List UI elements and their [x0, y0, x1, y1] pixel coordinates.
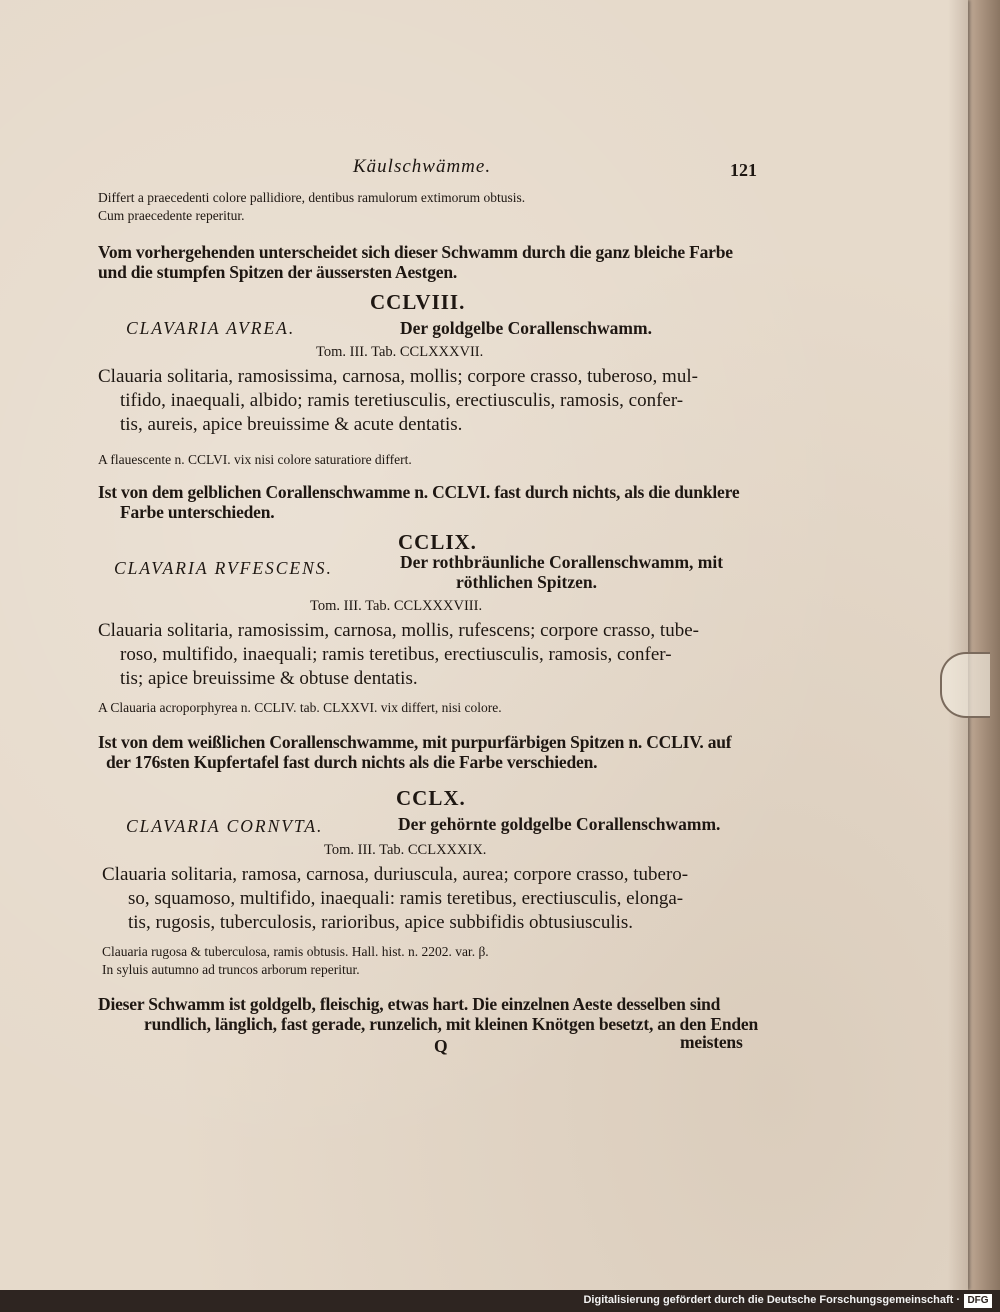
intro-latin-1: Differt a praecedenti colore pallidiore, dentibus ramulorum extimorum obtusis.: [98, 190, 526, 205]
species-name-259: CLAVARIA RVFESCENS.: [114, 558, 333, 578]
diagnosis-259-line-3: tis; apice breuissime & obtuse dentatis.: [120, 668, 418, 689]
german-258-line-1: Ist von dem gelblichen Corallenschwamme n. CCLVI. fast durch nichts, als die dunklere: [98, 482, 740, 502]
intro-german-2: und die stumpfen Spitzen der äussersten Aestgen.: [98, 262, 458, 282]
german-258-line-2: Farbe unterschieden.: [120, 502, 275, 522]
page-clip: [940, 652, 990, 718]
page-number: 121: [730, 160, 757, 180]
page-edge-shadow: [948, 0, 968, 1290]
plate-reference-258: Tom. III. Tab. CCLXXXVII.: [316, 344, 484, 360]
running-head: Käulschwämme.: [353, 156, 492, 177]
diagnosis-258-line-3: tis, aureis, apice breuissime & acute dentatis.: [120, 414, 463, 435]
entry-number-260: CCLX.: [396, 786, 466, 810]
note-260-line-2: In syluis autumno ad truncos arborum reperitur.: [102, 962, 360, 977]
diagnosis-260-line-2: so, squamoso, multifido, inaequali: ramis teretibus, erectiusculis, elonga-: [128, 888, 684, 909]
intro-german-1: Vom vorhergehenden unterscheidet sich dieser Schwamm durch die ganz bleiche Farbe: [98, 242, 733, 262]
dfg-logo: DFG: [964, 1294, 992, 1308]
german-259-line-2: der 176sten Kupfertafel fast durch nichts als die Farbe verschieden.: [106, 752, 598, 772]
diagnosis-258-line-1: Clauaria solitaria, ramosissima, carnosa, mollis; corpore crasso, tuberoso, mul-: [98, 366, 698, 387]
german-name-258: Der goldgelbe Corallenschwamm.: [400, 318, 652, 338]
diagnosis-259-line-2: roso, multifido, inaequali; ramis teretibus, erectiusculis, ramosis, confer-: [120, 644, 672, 665]
german-name-260: Der gehörnte goldgelbe Corallenschwamm.: [398, 814, 721, 834]
intro-latin-2: Cum praecedente reperitur.: [98, 208, 245, 223]
diagnosis-258-line-2: tifido, inaequali, albido; ramis teretiusculis, erectiusculis, ramosis, confer-: [120, 390, 684, 411]
entry-number-258: CCLVIII.: [370, 290, 466, 314]
diagnosis-260-line-3: tis, rugosis, tuberculosis, rarioribus, apice subbifidis obtusiusculis.: [128, 912, 634, 933]
note-259: A Clauaria acroporphyrea n. CCLIV. tab. CLXXVI. vix differt, nisi colore.: [98, 700, 502, 715]
german-260-line-1: Dieser Schwamm ist goldgelb, fleischig, etwas hart. Die einzelnen Aeste desselben sind: [98, 994, 721, 1014]
note-260-line-1: Clauaria rugosa & tuberculosa, ramis obtusis. Hall. hist. n. 2202. var. β.: [102, 944, 489, 959]
entry-number-259: CCLIX.: [398, 530, 477, 554]
german-name-259-line-1: Der rothbräunliche Corallenschwamm, mit: [400, 552, 724, 572]
signature-mark: Q: [434, 1036, 448, 1056]
note-258: A flauescente n. CCLVI. vix nisi colore saturatiore differt.: [98, 452, 412, 467]
footer-credit: Digitalisierung gefördert durch die Deutsche Forschungsgemeinschaft ·: [583, 1294, 960, 1306]
german-259-line-1: Ist von dem weißlichen Corallenschwamme, mit purpurfärbigen Spitzen n. CCLIV. auf: [98, 732, 732, 752]
german-name-259-line-2: röthlichen Spitzen.: [456, 572, 597, 592]
diagnosis-260-line-1: Clauaria solitaria, ramosa, carnosa, duriuscula, aurea; corpore crasso, tubero-: [102, 864, 689, 885]
species-name-260: CLAVARIA CORNVTA.: [126, 816, 324, 836]
plate-reference-260: Tom. III. Tab. CCLXXXIX.: [324, 842, 487, 858]
german-260-line-2: rundlich, länglich, fast gerade, runzelich, mit kleinen Knötgen besetzt, an den Enden: [144, 1014, 758, 1034]
diagnosis-259-line-1: Clauaria solitaria, ramosissim, carnosa, mollis, rufescens; corpore crasso, tube-: [98, 620, 699, 641]
catchword: meistens: [680, 1032, 743, 1052]
species-name-258: CLAVARIA AVREA.: [126, 318, 296, 338]
plate-reference-259: Tom. III. Tab. CCLXXXVIII.: [310, 598, 483, 614]
